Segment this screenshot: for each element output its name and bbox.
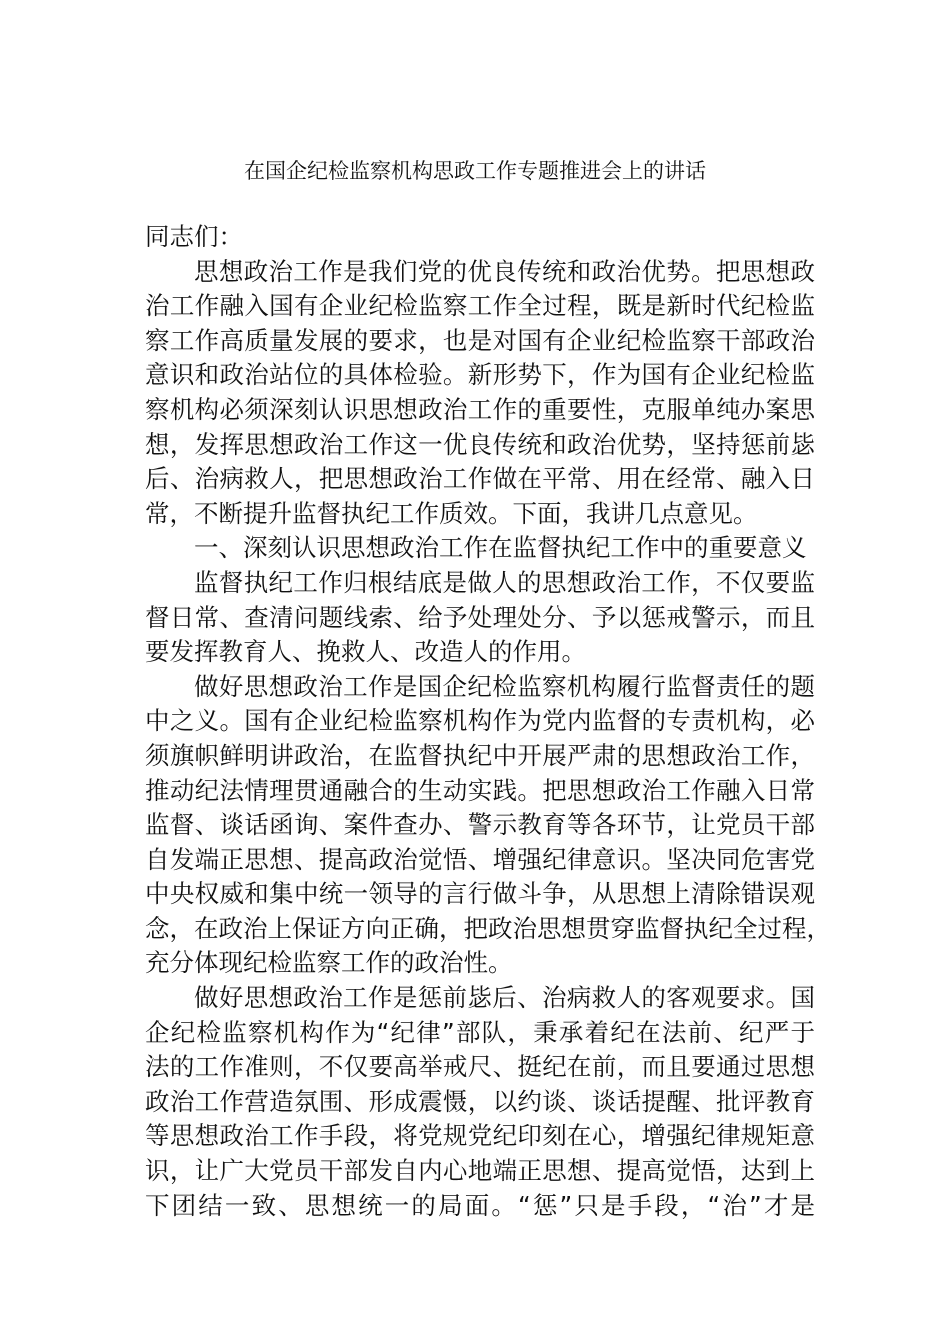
text-line: 政治工作营造氛围、形成震慑，以约谈、谈话提醒、批评教育 [145, 1086, 815, 1116]
text-line: 中央权威和集中统一领导的言行做斗争，从思想上清除错误观 [145, 879, 815, 909]
text-line: 做好思想政治工作是国企纪检监察机构履行监督责任的题 [194, 671, 815, 701]
text-line: 法的工作准则，不仅要高举戒尺、挺纪在前，而且要通过思想 [145, 1052, 815, 1082]
text-line: 自发端正思想、提高政治觉悟、增强纪律意识。坚决同危害党 [145, 844, 815, 874]
text-line: 要发挥教育人、挽救人、改造人的作用。 [145, 637, 586, 667]
text-line: 识，让广大党员干部发自内心地端正思想、提高觉悟，达到上 [145, 1156, 815, 1186]
text-line: 思想政治工作是我们党的优良传统和政治优势。把思想政 [194, 256, 815, 286]
text-line: 察工作高质量发展的要求，也是对国有企业纪检监察干部政治 [145, 325, 815, 355]
text-line: 监督执纪工作归根结底是做人的思想政治工作，不仅要监 [194, 567, 815, 597]
text-line: 充分体现纪检监察工作的政治性。 [145, 948, 513, 978]
text-line: 念，在政治上保证方向正确，把政治思想贯穿监督执纪全过程， [145, 913, 831, 943]
text-line: 察机构必须深刻认识思想政治工作的重要性，克服单纯办案思 [145, 394, 815, 424]
body-lines [145, 255, 831, 1224]
document-title: 在国企纪检监察机构思政工作专题推进会上的讲话 [244, 159, 706, 183]
document-body [145, 220, 831, 1223]
text-line: 常，不断提升监督执纪工作质效。下面，我讲几点意见。 [145, 498, 758, 528]
text-line: 企纪检监察机构作为“纪律”部队，秉承着纪在法前、纪严于 [145, 1017, 815, 1047]
text-line: 下团结一致、思想统一的局面。“惩”只是手段，“治”才是 [145, 1190, 815, 1220]
text-line: 想，发挥思想政治工作这一优良传统和政治优势，坚持惩前毖 [145, 429, 815, 459]
text-line: 治工作融入国有企业纪检监察工作全过程，既是新时代纪检监 [145, 291, 815, 321]
text-line: 监督、谈话函询、案件查办、警示教育等各环节，让党员干部 [145, 810, 815, 840]
text-line: 须旗帜鲜明讲政治，在监督执纪中开展严肃的思想政治工作， [145, 740, 815, 770]
text-line: 中之义。国有企业纪检监察机构作为党内监督的专责机构，必 [145, 706, 815, 736]
text-line: 后、治病救人，把思想政治工作做在平常、用在经常、融入日 [145, 464, 815, 494]
text-line: 做好思想政治工作是惩前毖后、治病救人的客观要求。国 [194, 983, 815, 1013]
salutation: 同志们： [145, 222, 243, 251]
text-line: 推动纪法情理贯通融合的生动实践。把思想政治工作融入日常 [145, 775, 815, 805]
text-line: 等思想政治工作手段，将党规党纪印刻在心，增强纪律规矩意 [145, 1121, 815, 1151]
text-line: 一、深刻认识思想政治工作在监督执纪工作中的重要意义 [194, 533, 807, 563]
text-line: 督日常、查清问题线索、给予处理处分、予以惩戒警示，而且 [145, 602, 815, 632]
text-line: 意识和政治站位的具体检验。新形势下，作为国有企业纪检监 [145, 360, 815, 390]
